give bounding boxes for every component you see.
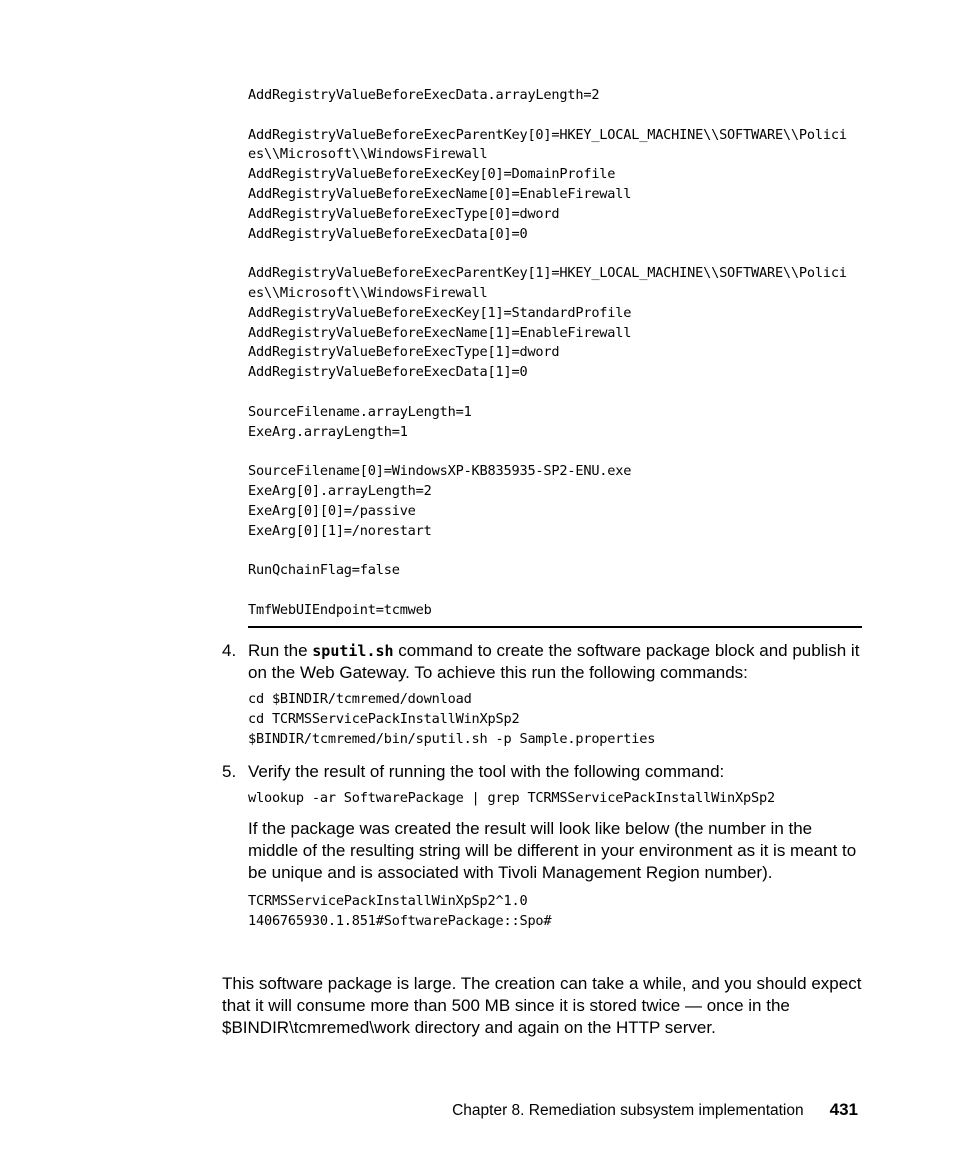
code-line: $BINDIR/tcmremed/bin/sputil.sh -p Sample.properties bbox=[248, 730, 656, 747]
code-line: RunQchainFlag=false bbox=[248, 562, 400, 579]
code-line: AddRegistryValueBeforeExecData[0]=0 bbox=[248, 225, 528, 242]
footer-chapter: Chapter 8. Remediation subsystem implementation bbox=[452, 1102, 804, 1119]
code-line: SourceFilename[0]=WindowsXP-KB835935-SP2-ENU.exe bbox=[248, 463, 632, 480]
code-line: AddRegistryValueBeforeExecKey[1]=StandardProfile bbox=[248, 304, 632, 321]
step-4-code bbox=[248, 690, 862, 749]
code-line: SourceFilename.arrayLength=1 bbox=[248, 403, 472, 420]
code-line: TmfWebUIEndpoint=tcmweb bbox=[248, 601, 432, 618]
code-line bbox=[248, 244, 860, 264]
code-block-rule bbox=[248, 626, 862, 628]
step-5-followup: If the package was created the result will look like below (the number in the middle of the resulting string will be different in your environment as it is meant to be unique and is associated with Tivoli Management Region number). bbox=[248, 818, 857, 882]
closing-paragraph: This software package is large. The creation can take a while, and you should expect that it will consume more than 500 MB since it is stored twice — once in the $BINDIR\tcmremed\work directory and again on the HTTP server. bbox=[222, 974, 862, 1037]
code-line: AddRegistryValueBeforeExecName[1]=EnableFirewall bbox=[248, 324, 632, 341]
step-5-result-code bbox=[248, 892, 862, 932]
step-4-text: Run the sputil.sh command to create the software package block and publish it on the Web Gateway. To achieve this run the following commands: bbox=[248, 641, 860, 682]
code-line: es\\Microsoft\\WindowsFirewall bbox=[248, 146, 488, 163]
code-line bbox=[248, 383, 860, 403]
sputil-command: sputil.sh bbox=[312, 642, 394, 660]
code-line: AddRegistryValueBeforeExecName[0]=EnableFirewall bbox=[248, 185, 632, 202]
code-line: AddRegistryValueBeforeExecData.arrayLength=2 bbox=[248, 87, 600, 103]
step-5-number: 5. bbox=[222, 762, 237, 781]
step-4-number: 4. bbox=[222, 641, 237, 660]
step-5-text: Verify the result of running the tool with the following command: bbox=[248, 762, 725, 781]
code-line: ExeArg.arrayLength=1 bbox=[248, 423, 408, 440]
code-line bbox=[248, 581, 860, 601]
page-footer bbox=[452, 1099, 858, 1122]
code-line bbox=[248, 442, 860, 462]
step-5 bbox=[222, 761, 862, 931]
code-line: TCRMSServicePackInstallWinXpSp2^1.0 bbox=[248, 892, 528, 909]
code-line: es\\Microsoft\\WindowsFirewall bbox=[248, 284, 488, 301]
code-line bbox=[248, 106, 860, 126]
properties-code-block bbox=[248, 86, 860, 621]
code-line: wlookup -ar SoftwarePackage | grep TCRMSServicePackInstallWinXpSp2 bbox=[248, 790, 775, 806]
code-line: ExeArg[0][1]=/norestart bbox=[248, 522, 432, 539]
code-line: AddRegistryValueBeforeExecData[1]=0 bbox=[248, 364, 528, 381]
code-line: 1406765930.1.851#SoftwarePackage::Spo# bbox=[248, 912, 552, 929]
code-line: cd TCRMSServicePackInstallWinXpSp2 bbox=[248, 710, 520, 727]
code-line: ExeArg[0][0]=/passive bbox=[248, 502, 416, 519]
step-4 bbox=[222, 640, 862, 749]
code-line: AddRegistryValueBeforeExecParentKey[1]=HKEY_LOCAL_MACHINE\\SOFTWARE\\Polici bbox=[248, 265, 847, 282]
code-line: ExeArg[0].arrayLength=2 bbox=[248, 482, 432, 499]
code-line bbox=[248, 541, 860, 561]
step-5-code bbox=[248, 789, 862, 809]
page-number: 431 bbox=[829, 1100, 858, 1119]
code-line: AddRegistryValueBeforeExecType[0]=dword bbox=[248, 205, 560, 222]
code-line: AddRegistryValueBeforeExecParentKey[0]=HKEY_LOCAL_MACHINE\\SOFTWARE\\Polici bbox=[248, 126, 847, 143]
code-line: cd $BINDIR/tcmremed/download bbox=[248, 691, 472, 707]
code-line: AddRegistryValueBeforeExecType[1]=dword bbox=[248, 344, 560, 361]
code-line: AddRegistryValueBeforeExecKey[0]=DomainProfile bbox=[248, 166, 616, 183]
